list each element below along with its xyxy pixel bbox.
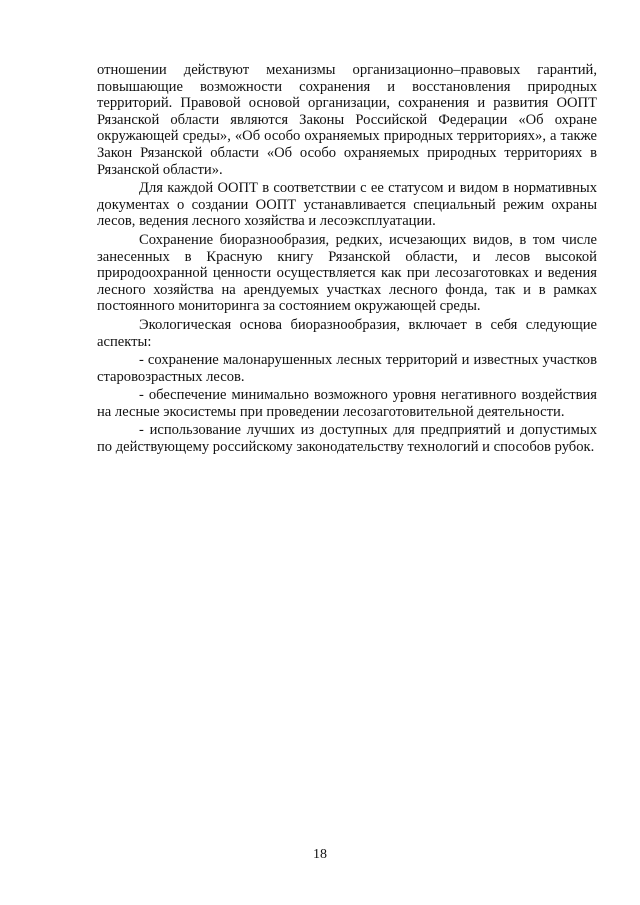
page-number: 18 bbox=[313, 847, 327, 862]
list-item-minimal-impact: - обеспечение минимально возможного уровня негативного воздействия на лесные экосистемы при проведении лесозаготовительной деятельности. bbox=[97, 387, 597, 420]
list-item-old-growth: - сохранение малонарушенных лесных территорий и известных участков старовозрастных лесов. bbox=[97, 352, 597, 385]
list-item-best-technologies: - использование лучших из доступных для предприятий и допустимых по действующему российскому законодательству технологий и способов рубок. bbox=[97, 422, 597, 456]
paragraph-ecological-basis: Экологическая основа биоразнообразия, включает в себя следующие аспекты: bbox=[97, 316, 597, 350]
document-body bbox=[97, 62, 597, 458]
paragraph-protection-regime: Для каждой ООПТ в соответствии с ее статусом и видом в нормативных документах о создании ООПТ устанавливается специальный режим охраны лесов, ведения лесного хозяйства и лесоэксплуатации. bbox=[97, 180, 597, 230]
paragraph-biodiversity-conservation: Сохранение биоразнообразия, редких, исчезающих видов, в том числе занесенных в Красную книгу Рязанской области, и лесов высокой природоохранной ценности осуществляется как при лесозаготовках и ведения лесного хозяйства на арендуемых участках лесного фонда, так и в рамках постоянного мониторинга за состоянием окружающей среды. bbox=[97, 231, 597, 315]
paragraph-legal-basis: отношении действуют механизмы организационно–правовых гарантий, повышающие возможности сохранения и восстановления природных территорий. Правовой основой организации, сохранения и развития ООПТ Рязанской области являются Законы Российской Федерации «Об охране окружающей среды», «Об особо охраняемых природных территориях», а также Закон Рязанской области «Об особо охраняемых природных территориях в Рязанской области». bbox=[97, 62, 597, 178]
